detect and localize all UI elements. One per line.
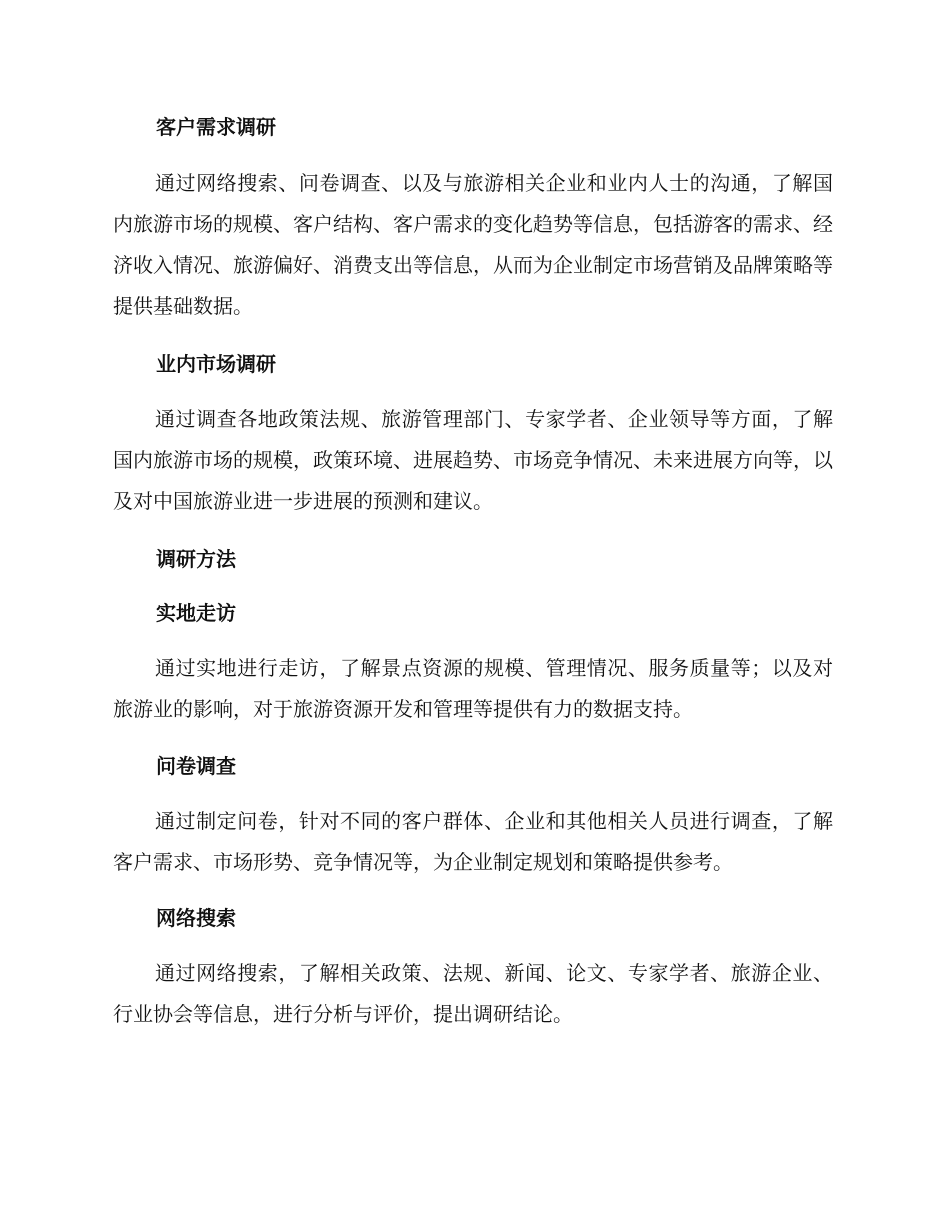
section-body-web-search: 通过网络搜索，了解相关政策、法规、新闻、论文、专家学者、旅游企业、行业协会等信息，进行分析与评价，提出调研结论。 [113, 961, 833, 1026]
section-heading-customer-demand-research: 客户需求调研 [156, 115, 276, 139]
section-body-field-visits: 通过实地进行走访，了解景点资源的规模、管理情况、服务质量等；以及对旅游业的影响，对于旅游资源开发和管理等提供有力的数据支持。 [113, 656, 833, 721]
section-body-questionnaire-survey: 通过制定问卷，针对不同的客户群体、企业和其他相关人员进行调查，了解客户需求、市场形势、竞争情况等，为企业制定规划和策略提供参考。 [113, 809, 833, 874]
section-heading-field-visits: 实地走访 [156, 601, 236, 625]
section-heading-questionnaire-survey: 问卷调查 [156, 754, 236, 778]
section-heading-research-methods: 调研方法 [156, 547, 236, 571]
section-heading-industry-market-research: 业内市场调研 [156, 352, 276, 376]
section-body-industry-market-research: 通过调查各地政策法规、旅游管理部门、专家学者、企业领导等方面，了解国内旅游市场的规模，政策环境、进展趋势、市场竞争情况、未来进展方向等，以及对中国旅游业进一步进展的预测和建议。 [113, 407, 833, 513]
section-body-customer-demand-research: 通过网络搜索、问卷调查、以及与旅游相关企业和业内人士的沟通，了解国内旅游市场的规模、客户结构、客户需求的变化趋势等信息，包括游客的需求、经济收入情况、旅游偏好、消费支出等信息，从而为企业制定市场营销及品牌策略等提供基础数据。 [113, 171, 833, 318]
section-heading-web-search: 网络搜索 [156, 906, 236, 930]
